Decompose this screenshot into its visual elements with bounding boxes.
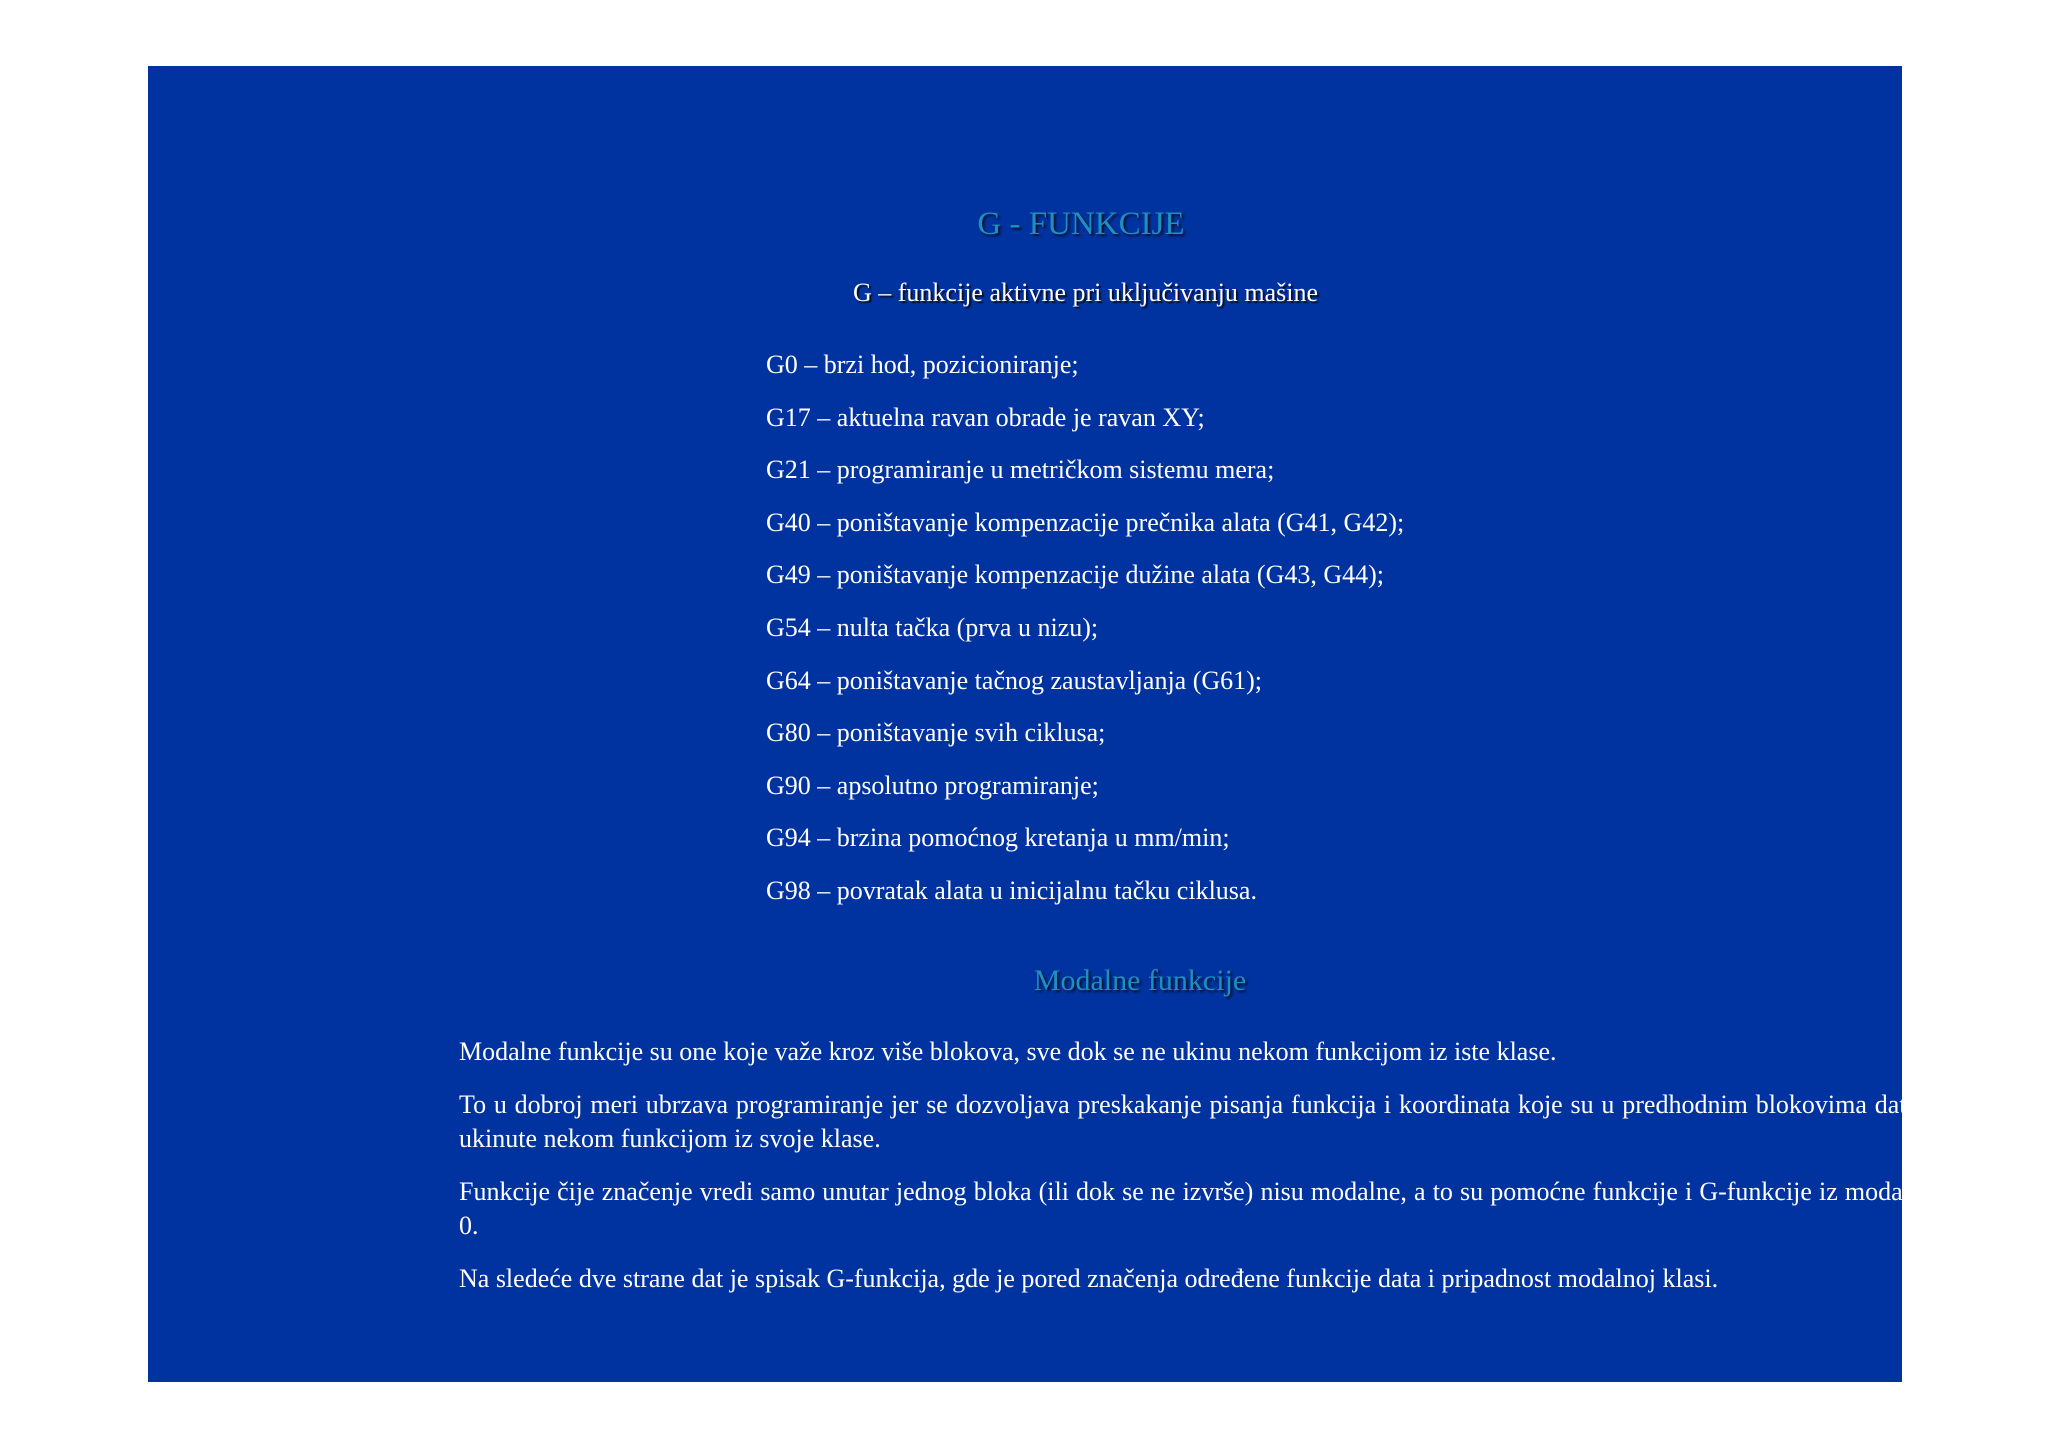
list-item: G98 – povratak alata u inicijalnu tačku ciklusa. [766,875,1257,905]
paragraphs [459,1035,1995,1315]
list-item: G54 – nulta tačka (prva u nizu); [766,612,1099,642]
slide [148,66,1995,1382]
list-item: G17 – aktuelna ravan obrade je ravan XY; [766,402,1205,432]
slide-title: G - FUNKCIJE [977,206,1185,242]
list-item: G80 – poništavanje svih ciklusa; [766,718,1106,748]
paragraph: Na sledeće dve strane dat je spisak G-funkcija, gde je pored značenja određene funkcije data i pripadnost modalnoj klasi. [459,1264,1719,1293]
slide-subtitle: G – funkcije aktivne pri uključivanju mašine [853,278,1318,307]
paragraph: To u dobroj meri ubrzava programiranje jer se dozvoljava preskakanje pisanja funkcija i koordinata koje su u predhodnim blokovima date, a nisu ukinute nekom funkcijom iz svoje klase. [459,1090,1995,1153]
paragraph: Modalne funkcije su one koje važe kroz više blokova, sve dok se ne ukinu nekom funkcijom iz iste klase. [459,1037,1557,1066]
paragraph: Funkcije čije značenje vredi samo unutar jednog bloka (ili dok se ne izvrše) nisu modalne, a to su pomoćne funkcije i G-funkcije iz modalne klase 0. [459,1177,1995,1240]
section-title: Modalne funkcije [1033,964,1247,997]
g-function-list [766,348,1404,927]
list-item: G94 – brzina pomoćnog kretanja u mm/min; [766,823,1230,853]
list-item: G64 – poništavanje tačnog zaustavljanja (G61); [766,665,1263,695]
list-item: G21 – programiranje u metričkom sistemu mera; [766,455,1275,485]
list-item: G90 – apsolutno programiranje; [766,770,1099,800]
list-item: G49 – poništavanje kompenzacije dužine alata (G43, G44); [766,560,1385,590]
list-item: G0 – brzi hod, pozicioniranje; [766,350,1079,379]
list-item: G40 – poništavanje kompenzacije prečnika alata (G41, G42); [766,507,1405,537]
